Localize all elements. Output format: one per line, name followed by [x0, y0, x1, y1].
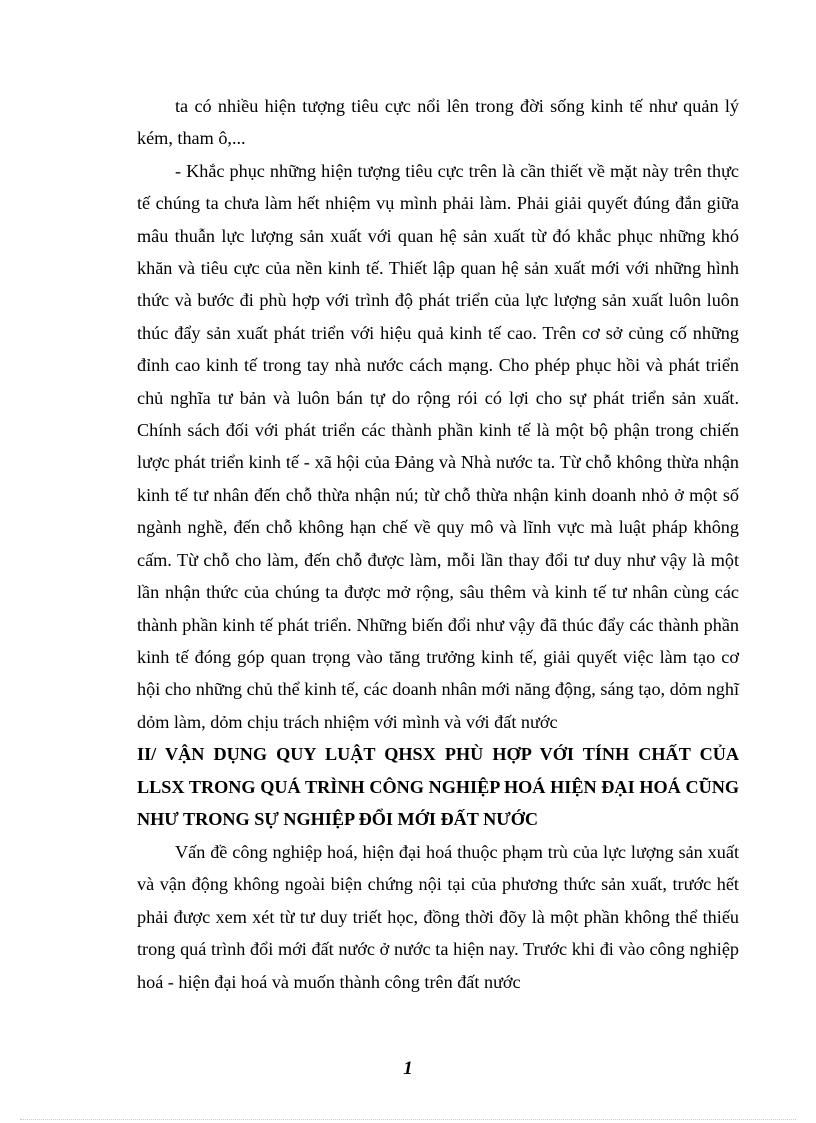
section-heading: II/ VẬN DỤNG QUY LUẬT QHSX PHÙ HỢP VỚI TÍNH CHẤT CỦA LLSX TRONG QUÁ TRÌNH CÔNG NGHIỆP HOÁ HIỆN ĐẠI HOÁ CŨNG NHƯ TRONG SỰ NGHIỆP ĐỔI MỚI ĐẤT NƯỚC — [137, 744, 739, 830]
paragraph-intro: ta có nhiều hiện tượng tiêu cực nổi lên trong đời sống kinh tế như quản lý kém, tham ô,... — [137, 96, 739, 149]
paragraph-main: - Khắc phục những hiện tượng tiêu cực trên là cần thiết về mặt này trên thực tế chúng ta chưa làm hết nhiệm vụ mình phải làm. Phải giải quyết đúng đắn giữa mâu thuẫn lực lượng sản xuất với quan hệ sản xuất từ đó khắc phục những khó khăn và tiêu cực của nền kinh tế. Thiết lập quan hệ sản xuất mới với những hình thức và bước đi phù hợp với trình độ phát triển của lực lượng sản xuất luôn luôn thúc đẩy sản xuất phát triển với hiệu quả kinh tế cao. Trên cơ sở củng cố những đỉnh cao kinh tế trong tay nhà nước cách mạng. Cho phép phục hồi và phát triển chủ nghĩa tư bản và luôn bán tự do rộng rói có lợi cho sự phát triển sản xuất. Chính sách đối với phát triển các thành phần kinh tế là một bộ phận trong chiến lược phát triển kinh tế - xã hội của Đảng và Nhà nước ta. Từ chỗ không thừa nhận kinh tế tư nhân đến chỗ thừa nhận nú; từ chỗ thừa nhận kinh doanh nhỏ ở một số ngành nghề, đến chỗ không hạn chế về quy mô và lĩnh vực mà luật pháp không cấm. Từ chỗ cho làm, đến chỗ được làm, mỗi lần thay đổi tư duy như vậy là một lần nhận thức của chúng ta được mở rộng, sâu thêm và kinh tế tư nhân cùng các thành phần kinh tế phát triển. Những biến đổi như vậy đã thúc đẩy các thành phần kinh tế đóng góp quan trọng vào tăng trưởng kinh tế, giải quyết việc làm tạo cơ hội cho những chủ thể kinh tế, các doanh nhân mới năng động, sáng tạo, dỏm nghĩ dỏm làm, dỏm chịu trách nhiệm với mình và với đất nước — [137, 160, 739, 732]
paragraph-section: Vấn đề công nghiệp hoá, hiện đại hoá thuộc phạm trù của lực lượng sản xuất và vận động không ngoài biện chứng nội tại của phương thức sản xuất, trước hết phải được xem xét từ tư duy triết học, đồng thời đõy là một phần không thể thiếu trong quá trình đổi mới đất nước ở nước ta hiện nay. Trước khi đi vào công nghiệp hoá - hiện đại hoá và muốn thành công trên đất nước — [137, 841, 739, 992]
document-body — [137, 90, 739, 998]
page-bottom-divider — [20, 1119, 796, 1120]
page-number: 1 — [403, 1058, 413, 1079]
